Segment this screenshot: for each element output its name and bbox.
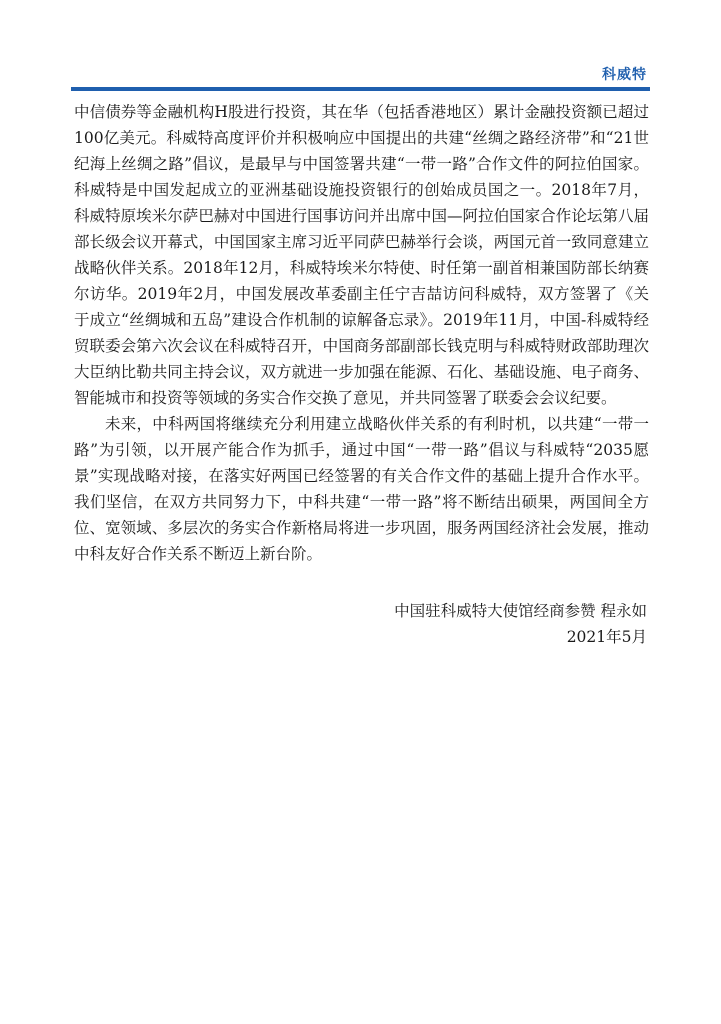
signature-author: 中国驻科威特大使馆经商参赞 程永如 [394,602,647,620]
signature-date: 2021年5月 [566,628,647,646]
body-paragraph-1: 中信债券等金融机构H股进行投资，其在华（包括香港地区）累计金融投资额已超过100亿美元。科威特高度评价并积极响应中国提出的共建“丝绸之路经济带”和“21世纪海上丝绸之路”倡议，是最早与中国签署共建“一带一路”合作文件的阿拉伯国家。科威特是中国发起成立的亚洲基础设施投资银行的创始成员国之一。2018年7月，科威特原埃米尔萨巴赫对中国进行国事访问并出席中国—阿拉伯国家合作论坛第八届部长级会议开幕式，中国国家主席习近平同萨巴赫举行会谈，两国元首一致同意建立战略伙伴关系。2018年12月，科威特埃米尔特使、时任第一副首相兼国防部长纳赛尔访华。2019年2月，中国发展改革委副主任宁吉喆访问科威特，双方签署了《关于成立“丝绸城和五岛”建设合作机制的谅解备忘录》。2019年11月，中国-科威特经贸联委会第六次会议在科威特召开，中国商务部副部长钱克明与科威特财政部助理次大臣纳比勒共同主持会议，双方就进一步加强在能源、石化、基础设施、电子商务、智能城市和投资等领域的务实合作交换了意见，并共同签署了联委会会议纪要。 [74,103,649,407]
header-rule [71,87,650,91]
signature-block [394,598,647,650]
body-paragraph-2: 未来，中科两国将继续充分利用建立战略伙伴关系的有利时机，以共建“一带一路”为引领，以开展产能合作为抓手，通过中国“一带一路”倡议与科威特“2035愿景”实现战略对接，在落实好两国已经签署的有关合作文件的基础上提升合作水平。我们坚信，在双方共同努力下，中科共建“一带一路”将不断结出硕果，两国间全方位、宽领域、多层次的务实合作新格局将进一步巩固，服务两国经济社会发展，推动中科友好合作关系不断迈上新台阶。 [74,415,649,563]
running-header-title: 科威特 [602,67,647,83]
article-body [74,99,649,567]
